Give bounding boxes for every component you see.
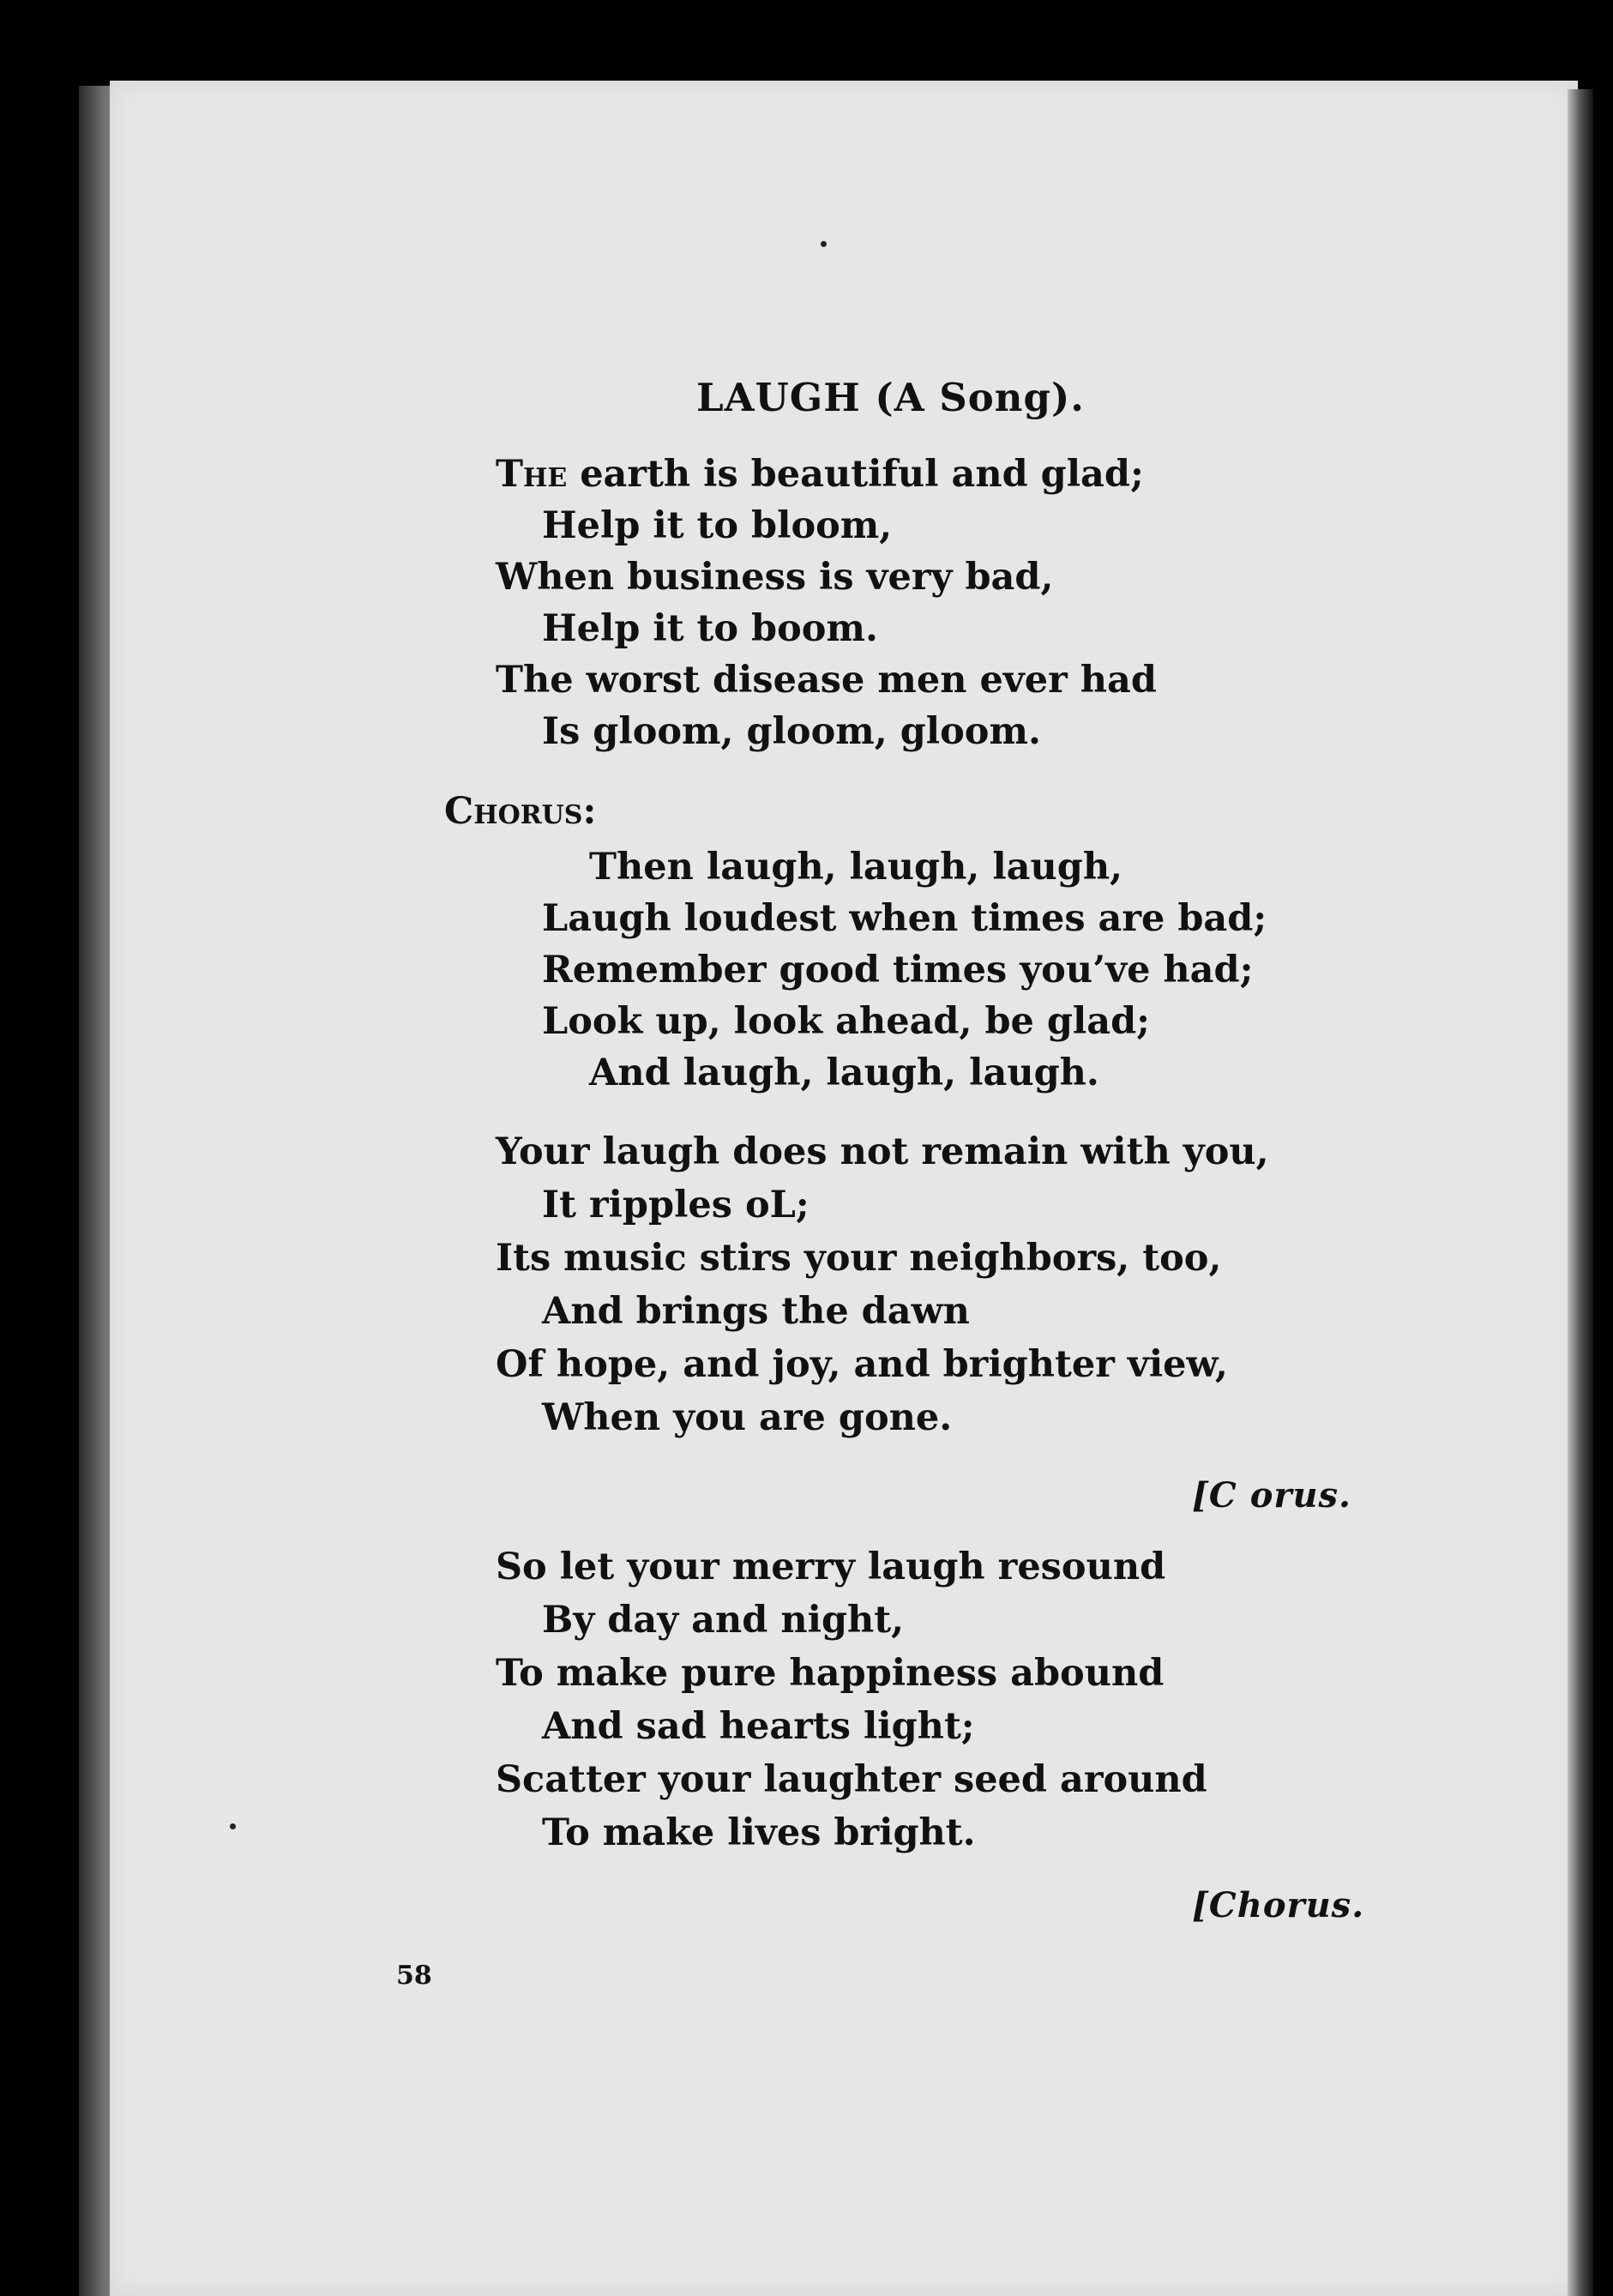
verse3-line-6: To make lives bright. <box>542 1811 976 1854</box>
chorus-cue-1: [C orus. <box>1192 1475 1351 1516</box>
verse2-line-1: Your laugh does not remain with you, <box>496 1130 1269 1173</box>
ink-speck <box>821 241 827 247</box>
verse3-line-1: So let your merry laugh resound <box>496 1546 1166 1588</box>
verse2-line-3: Its music stirs your neighbors, too, <box>496 1237 1222 1280</box>
chorus-line-3: Remember good times you’ve had; <box>542 949 1254 991</box>
drop-word: The <box>496 453 568 496</box>
chorus-line-4: Look up, look ahead, be glad; <box>542 1000 1151 1043</box>
verse1-line-1: The earth is beautiful and glad; <box>496 453 1144 496</box>
verse2-line-6: When you are gone. <box>542 1396 953 1439</box>
verse1-line-3: When business is very bad, <box>496 556 1054 599</box>
verse2-line-4: And brings the dawn <box>542 1290 970 1333</box>
verse2-line-2: It ripples oL; <box>542 1184 810 1226</box>
verse1-line-4: Help it to boom. <box>542 607 878 650</box>
page-number: 58 <box>396 1961 432 1991</box>
chorus-cue-2: [Chorus. <box>1192 1885 1365 1925</box>
verse2-line-5: Of hope, and joy, and brighter view, <box>496 1343 1228 1386</box>
verse3-line-2: By day and night, <box>542 1599 905 1642</box>
book-edge-right <box>1568 89 1593 2296</box>
verse3-line-4: And sad hearts light; <box>542 1705 975 1748</box>
verse3-line-3: To make pure happiness abound <box>496 1652 1165 1695</box>
verse1-line-6: Is gloom, gloom, gloom. <box>542 710 1041 753</box>
verse3-line-5: Scatter your laughter seed around <box>496 1758 1207 1801</box>
chorus-line-5: And laugh, laugh, laugh. <box>589 1052 1099 1094</box>
chorus-label: Chorus: <box>444 790 597 833</box>
song-title: LAUGH (A Song). <box>696 375 1085 420</box>
chorus-line-1: Then laugh, laugh, laugh, <box>589 846 1123 889</box>
ink-speck <box>230 1823 236 1829</box>
verse1-line-5: The worst disease men ever had <box>496 659 1157 702</box>
verse1-line-2: Help it to bloom, <box>542 504 893 547</box>
chorus-line-2: Laugh loudest when times are bad; <box>542 897 1267 940</box>
